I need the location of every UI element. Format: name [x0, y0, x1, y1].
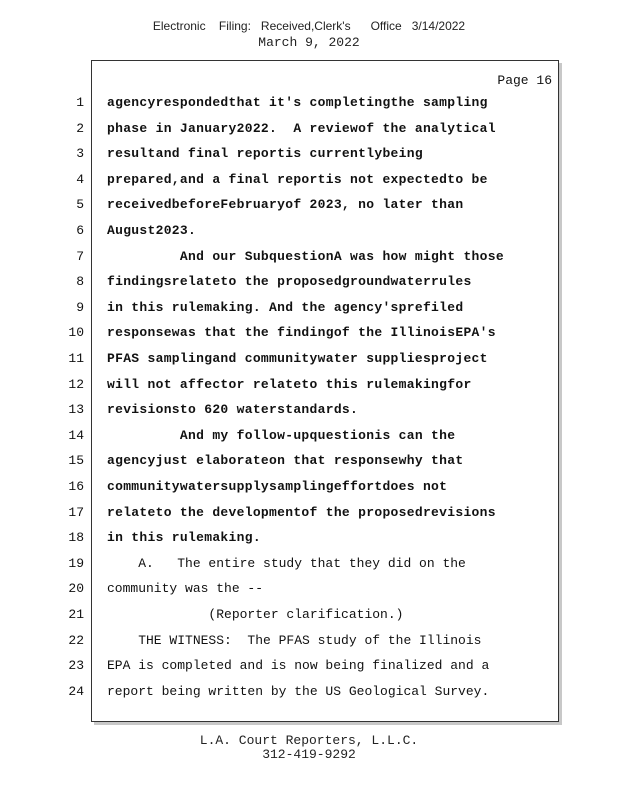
line-text: THE WITNESS: The PFAS study of the Illinois: [107, 633, 482, 648]
line-text: in this rulemaking. And the agency'sprefiled: [107, 300, 464, 315]
line-text: findingsrelateto the proposedgroundwaterrules: [107, 274, 472, 289]
line-text: resultand final reportis currentlybeing: [107, 146, 423, 161]
line-text: community was the --: [107, 581, 264, 596]
line-number: 12: [68, 377, 84, 392]
line-text: agencyrespondedthat it's completingthe sampling: [107, 95, 488, 110]
line-text: receivedbeforeFebruaryof 2023, no later than: [107, 197, 464, 212]
line-number: 20: [68, 581, 84, 596]
line-number: 18: [68, 530, 84, 545]
line-text: EPA is completed and is now being finalized and a: [107, 658, 490, 673]
line-text: will not affector relateto this rulemakingfor: [107, 377, 472, 392]
line-number: 7: [76, 249, 84, 264]
line-text: And my follow-upquestionis can the: [107, 428, 456, 443]
line-text: prepared,and a final reportis not expectedto be: [107, 172, 488, 187]
line-number: 5: [76, 197, 84, 212]
footer-phone: 312-419-9292: [262, 747, 356, 762]
line-number: 24: [68, 684, 84, 699]
line-number: 19: [68, 556, 84, 571]
line-number: 15: [68, 453, 84, 468]
line-number: 11: [68, 351, 84, 366]
line-text: (Reporter clarification.): [107, 607, 404, 622]
line-text: phase in January2022. A reviewof the analytical: [107, 121, 496, 136]
line-number: 3: [76, 146, 84, 161]
line-text: communitywatersupplysamplingeffortdoes not: [107, 479, 448, 494]
page-number: Page 16: [497, 73, 552, 88]
line-number: 22: [68, 633, 84, 648]
line-text: in this rulemaking.: [107, 530, 261, 545]
line-text: revisionsto 620 waterstandards.: [107, 402, 359, 417]
line-text: A. The entire study that they did on the: [107, 556, 466, 571]
line-number: 6: [76, 223, 84, 238]
line-text: responsewas that the findingof the IllinoisEPA's: [107, 325, 496, 340]
line-number: 16: [68, 479, 84, 494]
line-text: And our SubquestionA was how might those: [107, 249, 504, 264]
line-number: 9: [76, 300, 84, 315]
line-text: report being written by the US Geological Survey.: [107, 684, 490, 699]
footer-company: L.A. Court Reporters, L.L.C.: [199, 733, 419, 748]
line-number: 2: [76, 121, 84, 136]
line-number: 21: [68, 607, 84, 622]
line-text: relateto the developmentof the proposedrevisions: [107, 505, 496, 520]
line-number: 8: [76, 274, 84, 289]
line-number: 23: [68, 658, 84, 673]
line-text: PFAS samplingand communitywater suppliesproject: [107, 351, 488, 366]
line-text: August2023.: [107, 223, 197, 238]
transcript-date: March 9, 2022: [258, 35, 360, 50]
filing-stamp: Electronic Filing: Received,Clerk's Office 3/14/2022: [152, 19, 466, 33]
line-number: 17: [68, 505, 84, 520]
line-number: 13: [68, 402, 84, 417]
line-number: 4: [76, 172, 84, 187]
line-number: 10: [68, 325, 84, 340]
line-text: agencyjust elaborateon that responsewhy that: [107, 453, 464, 468]
line-number: 1: [76, 95, 84, 110]
line-number: 14: [68, 428, 84, 443]
